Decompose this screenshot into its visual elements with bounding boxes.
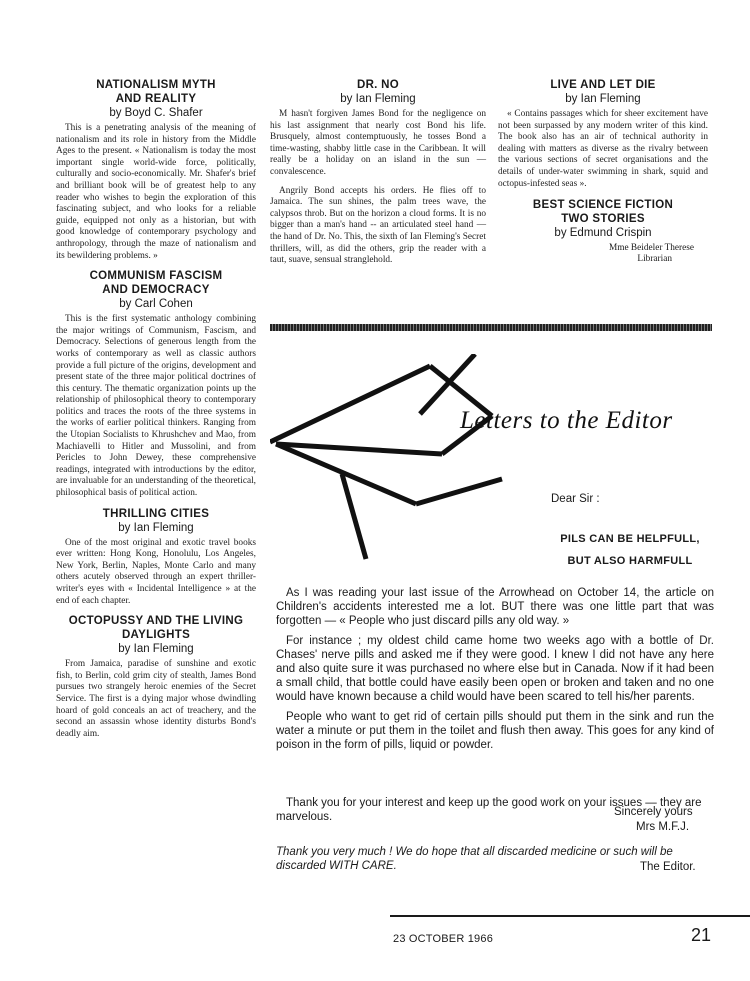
review-author: by Ian Fleming [340, 93, 416, 105]
editor-reply: Thank you very much ! We do hope that all discarded medicine or such will be discarded WITH CARE. [276, 846, 673, 872]
envelope-drawing [270, 354, 520, 564]
review-title: TWO STORIES [561, 213, 645, 226]
review-author: by Edmund Crispin [554, 227, 652, 240]
letter-paragraph: People who want to get rid of certain pills should put them in the sink and run the water a minute or put them in the toilet and flush then away. This goes for any kind of poison in the form of pills, liquid or powder. [276, 711, 714, 751]
review-title: COMMUNISM FASCISM [89, 270, 223, 283]
review-body: From Jamaica, paradise of sunshine and exotic fish, to Berlin, cold grim city of stealth, James Bond pursues two strangely heroic enemies of the Secret Service. The first is a dying major whose dwindling hoard of gold conceals an act of treachery, and the second an assassin whose identity disturbs Bond's deadly aim. [56, 659, 256, 739]
letter-subject [540, 528, 720, 572]
review-title: OCTOPUSSY AND THE LIVING [68, 615, 244, 628]
review-title: THRILLING CITIES [102, 507, 210, 520]
right-column [498, 78, 708, 265]
review-body: « Contains passages which for sheer excitement have not been surpassed by any modern writer of this kind. The book also has an air of technical authority in dealing with matters as diverse as the rivalry between the various sections of secret organisations and the details of under-water swimming in shark, squid and octopus-infested seas ». [498, 109, 708, 189]
review-body: This is a penetrating analysis of the meaning of nationalism and its role in history from the Middle Ages to the present. « Nationalism is today the most important single world-wide force, politically, culturally and socio-economically. Mr. Shafer's brief and brilliant book will be of greatest help to any reader who wishes to begin the exploration of this fascinating subject, and who looks for a reliable guide, equipped not only as a historian, but with good knowledge of contemporary psychology and anthropology, through the maze of nationalism and its bewildering problems. » [56, 123, 256, 261]
review-title: AND REALITY [115, 93, 197, 105]
middle-column [270, 78, 486, 274]
letter-paragraph: Thank you for your interest and keep up the good work on your issues — they are marvelous. [276, 797, 702, 823]
salutation: Dear Sir : [551, 493, 600, 505]
review-octopussy [56, 614, 256, 740]
footer-rule [390, 915, 750, 917]
review-title: NATIONALISM MYTH [96, 79, 216, 91]
signer-name: Mrs M.F.J. [636, 821, 690, 833]
review-body: Angrily Bond accepts his orders. He flies off to Jamaica. The sun shines, the palm trees wave, the calypsos throb. But on the horizon a cloud forms. It is no bigger than a man's hand -- an articulated steel hand — the hand of Dr. No. This, the sixth of Ian Fleming's Secret thrillers, will, as did the others, grip the reader with a taut, suave, sensual stranglehold. [270, 185, 486, 266]
left-column [56, 78, 256, 747]
letter-subject-line: PILS CAN BE HELPFULL, [560, 533, 700, 545]
review-title: DR. NO [356, 79, 400, 91]
letter-signoff [276, 802, 714, 842]
letter-subject-line: BUT ALSO HARMFULL [567, 555, 693, 567]
issue-date: 23 OCTOBER 1966 [393, 933, 494, 945]
review-body: This is the first systematic anthology combining the major writings of Communism, Fascism, and Democracy. Selections of generous length from the works of contemporary as well as classic authors provide a full picture of the origins, development and present state of the three major political doctrines of this century. The thematic organization points up the relationship of philosophical theory to contemporary politics and traces the roots of the three systems in the works of earlier political thinkers. Ranging from the Utopian Socialists to Khrushchev and Mao, from Machiavelli to Hitler and Mussolini, and from Pericles to John Dewey, these comprehensive readings, integrated with introductions by the editor, are invaluable for an understanding of the theoretical, philosophical basis of political action. [56, 314, 256, 499]
envelope-icon [270, 354, 520, 564]
review-author: by Ian Fleming [118, 521, 194, 534]
page-number: 21 [691, 925, 712, 945]
review-nationalism [56, 78, 256, 262]
letter-paragraph: For instance ; my oldest child came home two weeks ago with a bottle of Dr. Chases' nerve pills and asked me if they were good. I knew I did not have any here and also quite sure it was purchased no where else but in Canada. Now if it had been a small child, that bottle could have easily been open or broken and taken and no one would have known because a child would have been scared to tell his/her parents. [276, 635, 714, 703]
closing-phrase: Sincerely yours [614, 806, 693, 818]
review-body: M hasn't forgiven James Bond for the negligence on his last assignment that nearly cost Bond his life. Brusquely, almost contemptuously, he tosses Bond a time-wasting, shabby little case in the Caribbean. It will really be a holiday on an island in the sun — convalescence. [270, 109, 486, 177]
section-divider [270, 324, 712, 331]
review-author: by Boyd C. Shafer [109, 107, 203, 119]
librarian-title: Librarian [637, 254, 672, 265]
review-body: One of the most original and exotic travel books ever written: Hong Kong, Honolulu, Los Angeles, New York, Berlin, Naples, Monte Carlo and many others acutely observed through an expert thriller-writer's eyes with « Incidental Intelligence » at the end of each chapter. [56, 537, 256, 606]
review-author: by Carl Cohen [119, 298, 193, 311]
letter-body [276, 586, 714, 758]
review-author: by Ian Fleming [118, 643, 194, 656]
review-title: BEST SCIENCE FICTION [532, 199, 674, 212]
review-title: AND DEMOCRACY [102, 284, 210, 297]
letters-heading: Letters to the Editor [460, 407, 673, 434]
review-title: DAYLIGHTS [121, 629, 191, 642]
letter-paragraph: As I was reading your last issue of the Arrowhead on October 14, the article on Children's accidents interested me a lot. BUT there was one little part that was forgotten — « People who just discard pills any old way. » [276, 587, 714, 627]
librarian-signature: Mme Beideler Therese [608, 243, 694, 254]
review-author: by Ian Fleming [565, 93, 641, 105]
editor-signature: The Editor. [640, 861, 696, 873]
review-thrilling-cities [56, 507, 256, 608]
review-title: LIVE AND LET DIE [550, 79, 656, 91]
review-communism [56, 269, 256, 500]
